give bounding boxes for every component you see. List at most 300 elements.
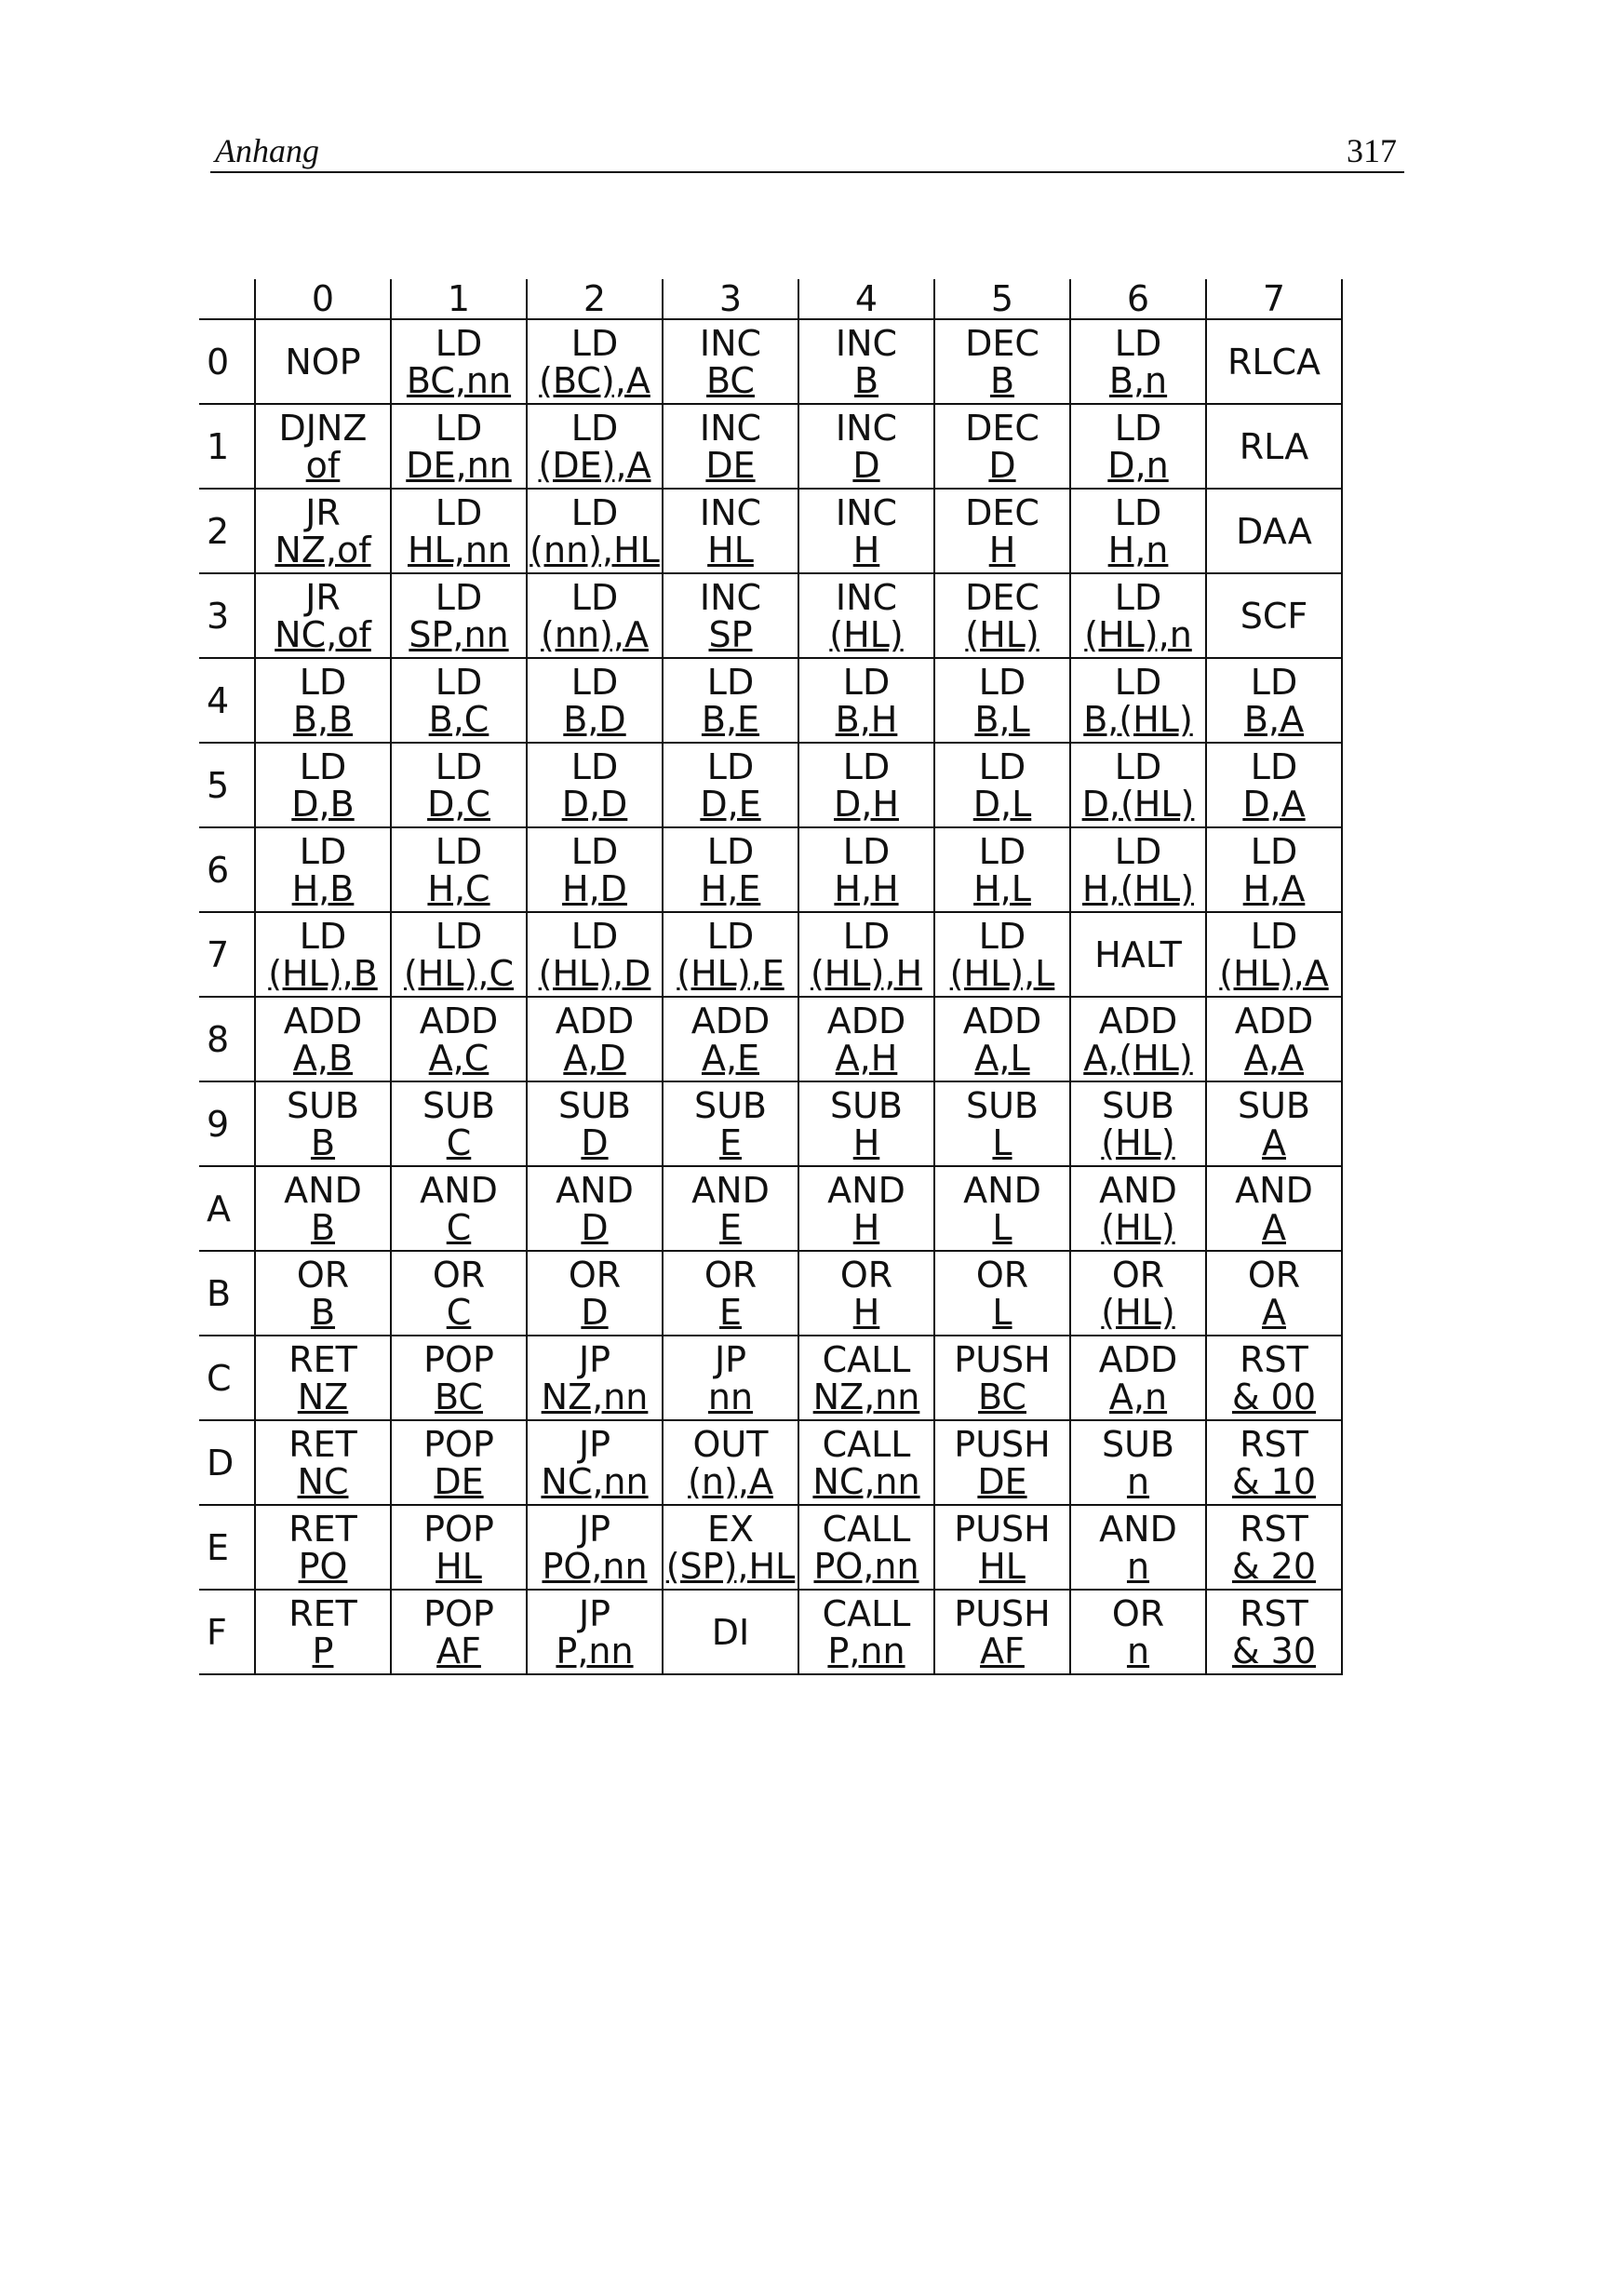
operand: (HL),C [403,952,514,994]
opcode-cell [391,1505,527,1590]
mnemonic: JP [578,1423,611,1465]
mnemonic: LD [570,322,619,364]
mnemonic: RET [288,1592,357,1634]
opcode-cell [1206,827,1342,912]
operand: L [992,1206,1012,1248]
row-header-2: 2 [199,489,255,573]
row-header-8: 8 [199,997,255,1081]
opcode-cell [663,404,798,489]
operand: B,D [563,698,626,740]
row-header-4: 4 [199,658,255,743]
opcode-cell [527,1505,663,1590]
operand: SP [708,613,753,655]
opcode-cell [527,743,663,827]
opcode-cell [255,404,391,489]
table-row [199,1336,1342,1420]
mnemonic: LD [299,915,347,957]
operand: H [852,1121,880,1163]
mnemonic: LD [570,407,619,449]
table-row [199,489,1342,573]
opcode-cell [391,997,527,1081]
opcode-cell [1070,404,1206,489]
operand: AF [436,1630,481,1672]
operand: BC [435,1376,483,1417]
operand: NC,nn [812,1460,920,1502]
opcode-cell [798,1081,934,1166]
mnemonic: SUB [557,1084,631,1126]
table-row [199,1420,1342,1505]
operand: A,B [292,1037,354,1079]
mnemonic: AND [1235,1169,1313,1211]
operand: (HL) [1101,1291,1175,1333]
operand: H [852,1291,880,1333]
mnemonic: DEC [965,576,1039,618]
mnemonic: LD [706,745,755,787]
row-header-A: A [199,1166,255,1251]
table-row [199,827,1342,912]
table-row [199,1081,1342,1166]
mnemonic: LD [1250,661,1298,703]
opcode-cell [527,1590,663,1674]
opcode-cell [1206,1251,1342,1336]
page-number: 317 [1347,132,1397,169]
operand: D,H [834,783,899,825]
opcode-cell [527,573,663,658]
operand: AF [980,1630,1025,1672]
operand: D [988,444,1016,486]
table-row [199,912,1342,997]
mnemonic: RST [1240,1338,1308,1380]
opcode-cell [255,1166,391,1251]
mnemonic: SUB [1101,1084,1174,1126]
mnemonic: POP [423,1592,494,1634]
mnemonic: CALL [822,1592,911,1634]
operand: A,(HL) [1083,1037,1193,1079]
operand: (HL) [829,613,904,655]
opcode-cell [663,743,798,827]
mnemonic: SUB [965,1084,1039,1126]
operand: H [852,1206,880,1248]
row-header-F: F [199,1590,255,1674]
mnemonic: JP [578,1338,611,1380]
opcode-cell [255,1336,391,1420]
operand: B [310,1121,336,1163]
operand: L [992,1291,1012,1333]
table-row [199,573,1342,658]
operand: (HL),n [1084,613,1192,655]
row-header-C: C [199,1336,255,1420]
mnemonic: LD [299,661,347,703]
mnemonic: DJNZ [278,407,368,449]
opcode-cell [1070,658,1206,743]
opcode-cell [934,1336,1070,1420]
mnemonic: LD [299,830,347,872]
operand: NZ,nn [541,1376,649,1417]
opcode-cell [663,1590,798,1674]
operand: NC [297,1460,349,1502]
opcode-cell [798,1336,934,1420]
operand: A,C [428,1037,489,1079]
opcode-cell [934,1166,1070,1251]
opcode-cell [391,658,527,743]
mnemonic: ADD [962,1000,1042,1041]
operand: A [1262,1291,1286,1333]
mnemonic: LD [706,661,755,703]
mnemonic: LD [435,661,483,703]
opcode-cell [527,997,663,1081]
operand: (HL),D [538,952,651,994]
operand: A [1262,1206,1286,1248]
operand: H,n [1107,529,1169,571]
opcode-cell [391,743,527,827]
row-header-D: D [199,1420,255,1505]
mnemonic: LD [842,661,891,703]
opcode-cell [527,1420,663,1505]
table-row [199,1590,1342,1674]
row-header-B: B [199,1251,255,1336]
operand: NZ,nn [812,1376,920,1417]
opcode-cell [798,319,934,404]
mnemonic: OUT [692,1423,769,1465]
mnemonic: LD [570,576,619,618]
row-header-1: 1 [199,404,255,489]
mnemonic: OR [432,1254,486,1296]
mnemonic: LD [978,661,1026,703]
table-row [199,743,1342,827]
mnemonic: LD [435,491,483,533]
opcode-cell [934,1590,1070,1674]
opcode-cell [391,912,527,997]
opcode-cell [255,319,391,404]
mnemonic: LD [435,576,483,618]
opcode-cell [391,489,527,573]
operand: n [1126,1630,1150,1672]
mnemonic: ADD [283,1000,363,1041]
mnemonic: INC [699,576,762,618]
mnemonic: OR [1247,1254,1301,1296]
operand: (DE),A [538,444,651,486]
opcode-cell [663,1166,798,1251]
mnemonic: POP [423,1508,494,1550]
row-header-0: 0 [199,319,255,404]
operand: (HL) [1101,1121,1175,1163]
operand: A,n [1108,1376,1168,1417]
operand: nn [707,1376,754,1417]
mnemonic: LD [1250,745,1298,787]
opcode-cell [255,912,391,997]
opcode-cell [798,1505,934,1590]
operand: H,B [291,867,355,909]
opcode-cell [798,827,934,912]
mnemonic: LD [706,915,755,957]
mnemonic: OR [568,1254,622,1296]
opcode-cell [798,573,934,658]
column-header-1: 1 [391,279,527,319]
mnemonic: LD [570,745,619,787]
operand: (HL),B [268,952,378,994]
operand: B,E [701,698,760,740]
operand: A,A [1243,1037,1305,1079]
operand: D [581,1206,609,1248]
opcode-cell [1206,1166,1342,1251]
operand: P,nn [827,1630,905,1672]
mnemonic: INC [835,491,898,533]
row-header-E: E [199,1505,255,1590]
mnemonic: LD [842,830,891,872]
operand: E [718,1206,742,1248]
mnemonic: ADD [1098,1338,1178,1380]
table-row [199,319,1342,404]
opcode-cell [255,1505,391,1590]
mnemonic: JP [578,1592,611,1634]
table-row [199,1251,1342,1336]
operand: B,H [835,698,898,740]
mnemonic: RST [1240,1592,1308,1634]
opcode-cell [934,1505,1070,1590]
operand: D,(HL) [1081,783,1195,825]
mnemonic: AND [827,1169,905,1211]
mnemonic: SCF [1240,595,1308,637]
operand: P [312,1630,334,1672]
mnemonic: LD [435,407,483,449]
opcode-cell [1070,912,1206,997]
operand: D,E [700,783,761,825]
opcode-cell [1070,489,1206,573]
row-header-7: 7 [199,912,255,997]
column-header-4: 4 [798,279,934,319]
opcode-cell [391,573,527,658]
mnemonic: LD [570,491,619,533]
opcode-cell [934,658,1070,743]
opcode-cell [798,1251,934,1336]
mnemonic: LD [570,830,619,872]
opcode-cell [798,743,934,827]
operand: BC [978,1376,1026,1417]
operand: B [310,1291,336,1333]
mnemonic: LD [299,745,347,787]
opcode-cell [798,997,934,1081]
opcode-cell [1070,1166,1206,1251]
operand: HL [979,1545,1026,1587]
operand: NC,of [275,613,371,655]
operand: (BC),A [539,359,650,401]
mnemonic: SUB [1237,1084,1310,1126]
mnemonic: LD [1114,661,1162,703]
mnemonic: HALT [1094,933,1182,975]
mnemonic: POP [423,1423,494,1465]
opcode-cell [1070,1590,1206,1674]
opcode-cell [798,1420,934,1505]
opcode-cell [527,658,663,743]
opcode-cell [663,489,798,573]
mnemonic: LD [1250,915,1298,957]
operand: E [718,1121,742,1163]
mnemonic: DI [711,1611,750,1653]
mnemonic: AND [284,1169,362,1211]
opcode-cell [255,827,391,912]
operand: L [992,1121,1012,1163]
operand: (HL),A [1219,952,1329,994]
mnemonic: PUSH [954,1423,1051,1465]
opcode-cell [527,1166,663,1251]
mnemonic: OR [296,1254,350,1296]
operand: A,H [835,1037,898,1079]
mnemonic: INC [699,322,762,364]
mnemonic: OR [1111,1254,1165,1296]
opcode-cell [663,827,798,912]
row-header-6: 6 [199,827,255,912]
mnemonic: INC [699,407,762,449]
mnemonic: LD [1114,745,1162,787]
operand: DE,nn [406,444,512,486]
mnemonic: OR [975,1254,1029,1296]
mnemonic: ADD [419,1000,499,1041]
opcode-cell [1070,1505,1206,1590]
mnemonic: POP [423,1338,494,1380]
operand: D,n [1107,444,1169,486]
operand: & 10 [1231,1460,1317,1502]
mnemonic: LD [978,745,1026,787]
mnemonic: LD [435,745,483,787]
opcode-cell [527,1336,663,1420]
opcode-cell [934,404,1070,489]
opcode-cell [1070,319,1206,404]
operand: (HL),E [677,952,784,994]
mnemonic: RET [288,1423,357,1465]
opcode-cell [391,1336,527,1420]
mnemonic: LD [570,661,619,703]
operand: of [305,444,341,486]
operand: P,nn [556,1630,634,1672]
mnemonic: NOP [285,341,361,383]
operand: H [988,529,1016,571]
opcode-cell [934,1420,1070,1505]
table-row [199,404,1342,489]
operand: C [446,1206,472,1248]
operand: H [852,529,880,571]
operand: B,C [428,698,489,740]
operand: & 00 [1231,1376,1317,1417]
mnemonic: AND [556,1169,634,1211]
operand: B [310,1206,336,1248]
section-title: Anhang [215,132,319,169]
operand: D,A [1242,783,1306,825]
operand: BC [706,359,755,401]
opcode-cell [1206,1081,1342,1166]
opcode-cell [1206,743,1342,827]
opcode-cell [1206,1420,1342,1505]
mnemonic: RLA [1239,425,1309,467]
opcode-cell [1070,827,1206,912]
mnemonic: RST [1240,1508,1308,1550]
operand: A,E [701,1037,760,1079]
operand: H,D [562,867,627,909]
operand: NC,nn [541,1460,649,1502]
opcode-cell [391,404,527,489]
mnemonic: ADD [1098,1000,1178,1041]
mnemonic: RET [288,1508,357,1550]
opcode-cell [255,658,391,743]
opcode-table-body [199,319,1342,1674]
operand: B [853,359,879,401]
mnemonic: CALL [822,1338,911,1380]
opcode-cell [934,827,1070,912]
opcode-cell [1070,997,1206,1081]
opcode-cell [255,743,391,827]
operand: D [581,1121,609,1163]
row-header-5: 5 [199,743,255,827]
opcode-cell [527,827,663,912]
column-header-7: 7 [1206,279,1342,319]
mnemonic: LD [1114,576,1162,618]
mnemonic: SUB [286,1084,359,1126]
mnemonic: JR [305,576,341,618]
opcode-cell [1206,404,1342,489]
mnemonic: LD [706,830,755,872]
mnemonic: SUB [693,1084,767,1126]
opcode-cell [255,1590,391,1674]
mnemonic: SUB [1101,1423,1174,1465]
row-header-3: 3 [199,573,255,658]
opcode-cell [663,319,798,404]
operand: A,D [563,1037,626,1079]
opcode-cell [934,319,1070,404]
operand: H,H [834,867,899,909]
opcode-cell [1070,1420,1206,1505]
opcode-cell [798,912,934,997]
mnemonic: LD [435,830,483,872]
column-header-2: 2 [527,279,663,319]
operand: (HL),H [810,952,923,994]
opcode-cell [1206,997,1342,1081]
operand: NZ,of [275,529,371,571]
opcode-cell [663,912,798,997]
mnemonic: RST [1240,1423,1308,1465]
row-header-9: 9 [199,1081,255,1166]
operand: DE [434,1460,484,1502]
column-header-6: 6 [1070,279,1206,319]
column-header-3: 3 [663,279,798,319]
mnemonic: INC [835,576,898,618]
operand: (n),A [688,1460,773,1502]
operand: PO [298,1545,348,1587]
table-row [199,1505,1342,1590]
operand: H,A [1242,867,1306,909]
operand: C [446,1291,472,1333]
operand: (HL) [965,613,1039,655]
opcode-cell [1206,1505,1342,1590]
operand: (HL),L [949,952,1055,994]
opcode-cell [663,1336,798,1420]
opcode-cell [1070,743,1206,827]
mnemonic: ADD [826,1000,906,1041]
mnemonic: LD [1114,830,1162,872]
operand: A,L [974,1037,1030,1079]
mnemonic: LD [1114,322,1162,364]
operand: HL [707,529,754,571]
mnemonic: LD [842,915,891,957]
mnemonic: JP [578,1508,611,1550]
opcode-cell [255,997,391,1081]
mnemonic: ADD [691,1000,771,1041]
mnemonic: INC [835,407,898,449]
operand: NZ [297,1376,349,1417]
opcode-cell [391,319,527,404]
opcode-cell [391,1590,527,1674]
operand: B,L [974,698,1030,740]
opcode-cell [527,1081,663,1166]
operand: DE [705,444,756,486]
